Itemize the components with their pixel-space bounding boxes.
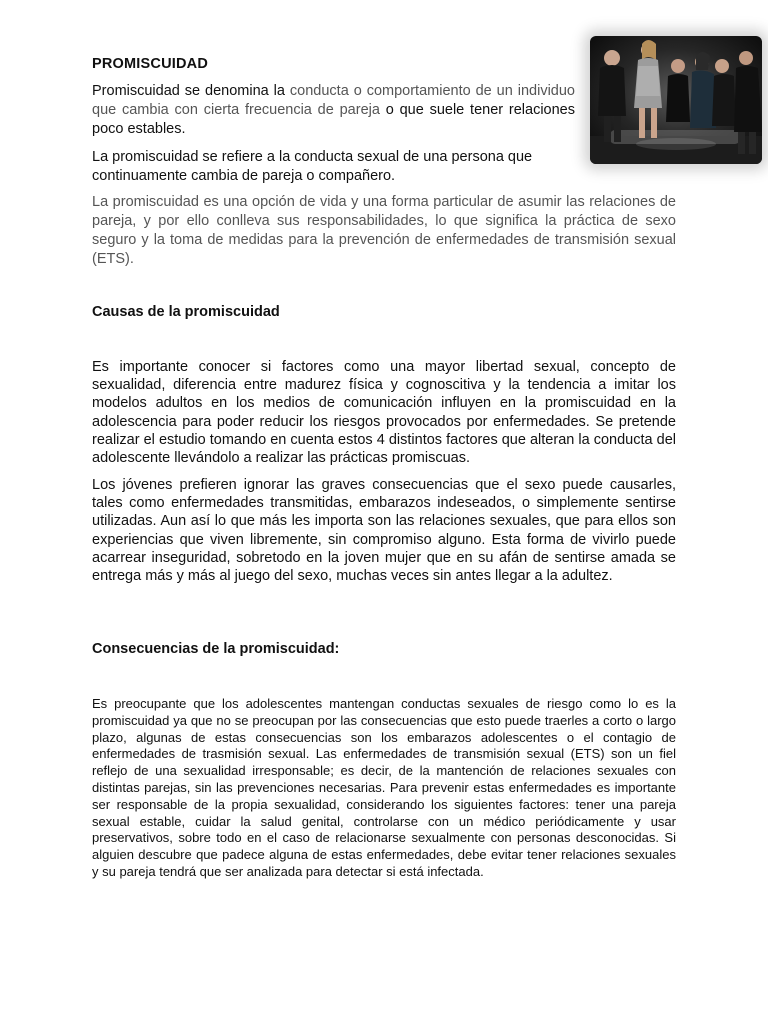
intro-part-1: Promiscuidad se denomina la	[92, 83, 290, 99]
consequences-paragraph: Es preocupante que los adolescentes mantengan conductas sexuales de riesgo como lo es la promiscuidad ya que no se preocupan por las consecuencias que esto puede traerles a corto o largo plazo, algunas de estas consecuencias son los embarazos adolescentes o el contagio de enfermedades de trasmisión sexual. Las enfermedades de transmisión sexual (ETS) son un fiel reflejo de una sexualidad irresponsable; es decir, de la mantención de relaciones sexuales con distintas parejas, sin las prevenciones necesarias. Para prevenir estas enfermedades es importante ser responsable de la propia sexualidad, considerando los siguientes factores: tener una pareja sexual estable, cuidar la salud genital, controlarse con un médico periódicamente y usar preservativos, sobre todo en el caso de relacionarse sexualmente con personas desconocidas. Si alguien descubre que padece alguna de estas enfermedades, debe evitar tener relaciones sexuales y su pareja tendrá que ser analizada para detectar si está infectada.	[92, 696, 676, 879]
definition-paragraph: La promiscuidad se refiere a la conducta sexual de una persona que continuamente cambia de pareja o compañero.	[92, 149, 533, 184]
intro-part-2: conducta o comportamiento de un individuo que cambia con cierta frecuencia de pareja	[92, 83, 575, 118]
party-photo	[590, 36, 762, 164]
causes-paragraph-2: Los jóvenes prefieren ignorar las graves consecuencias que el sexo puede causarles, tales como enfermedades transmitidas, embarazos indeseados, o simplemente sentirse utilizadas. Aun así lo que más les importa son las relaciones sexuales, que para ellos son experiencias que viven libremente, sin compromiso alguno. Esta forma de vivirlo puede acarrear inseguridad, sobretodo en la joven mujer que en su afán de sentirse amada se entrega más y más al juego del sexo, muchas veces sin antes llegar a la adultez.	[92, 477, 676, 585]
causes-heading: Causas de la promiscuidad	[92, 304, 280, 320]
causes-paragraph-1: Es importante conocer si factores como una mayor libertad sexual, concepto de sexualidad, diferencia entre madurez física y cognoscitiva y la tendencia a imitar los modelos adultos en los medios de comunicación influyen en la promiscuidad en la adolescencia para poder reducir los riesgos provocados por enfermedades. Se pretende realizar el estudio tomando en cuenta estos 4 distintos factores que alteran la conducta del adolescente llevándolo a realizar las prácticas promiscuas.	[92, 359, 676, 467]
lifestyle-paragraph: La promiscuidad es una opción de vida y una forma particular de asumir las relaciones de pareja, y por ello conlleva sus responsabilidades, lo que significa la práctica de sexo seguro y la toma de medidas para la prevención de enfermedades de transmisión sexual (ETS).	[92, 194, 676, 267]
document-title: PROMISCUIDAD	[92, 56, 208, 72]
intro-part-3: o que suele tener relaciones poco estables.	[92, 102, 575, 137]
party-photo-graphic	[590, 36, 762, 164]
consequences-heading: Consecuencias de la promiscuidad:	[92, 641, 340, 657]
intro-paragraph	[92, 82, 575, 139]
